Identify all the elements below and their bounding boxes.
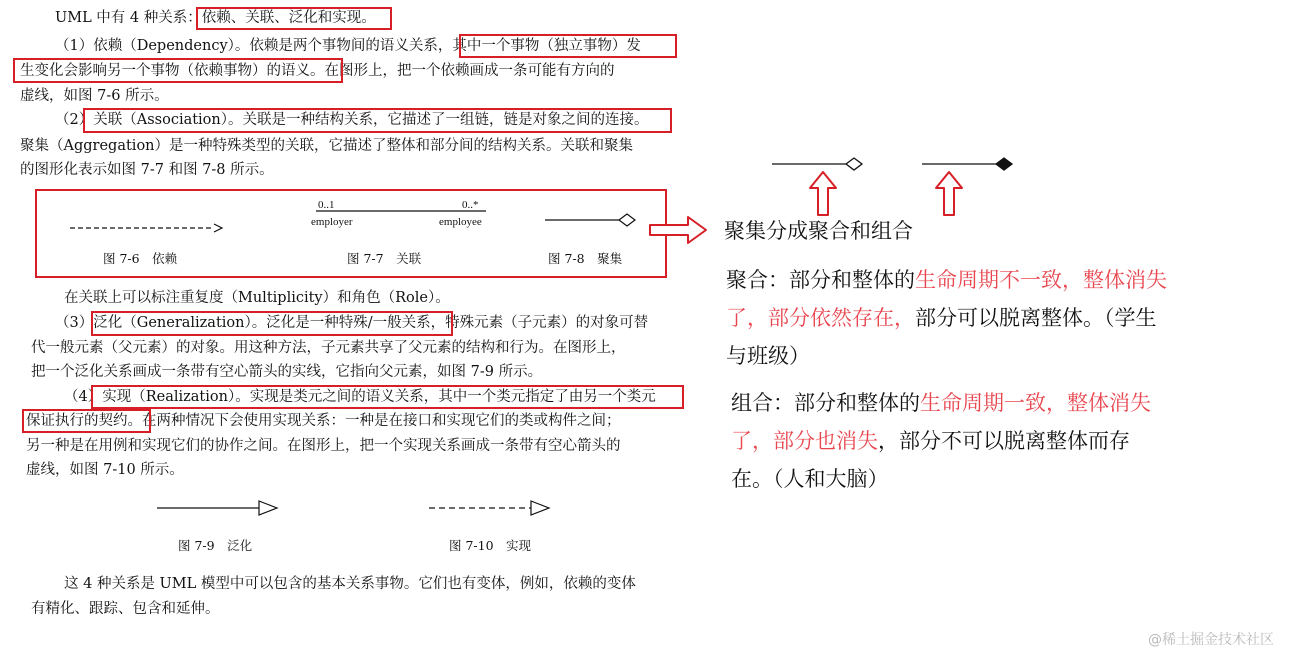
- generalization-figure: [157, 499, 281, 517]
- multiplicity-line: 在关联上可以标注重复度（Multiplicity）和角色（Role）。: [64, 290, 450, 306]
- figure-7-10-caption: 图 7-10 实现: [449, 538, 532, 553]
- figure-7-7-caption: 图 7-7 关联: [347, 251, 422, 266]
- aggregation-note-line-1: [726, 260, 1167, 300]
- figure-7-9-caption: 图 7-9 泛化: [178, 538, 253, 553]
- aggregation-emphasis-2: 了，部分依然存在，: [726, 306, 915, 330]
- multiplicity-left: 0..1: [318, 199, 335, 211]
- dependency-prefix: （1）依赖（Dependency）。依赖是两个事物间的语义关系，: [55, 38, 453, 54]
- composition-emphasis-2: 了，部分也消失: [731, 429, 878, 453]
- association-prefix: （2）: [55, 112, 94, 128]
- composition-note-line-1: [731, 383, 1151, 423]
- highlight-box-realization-b: [22, 409, 151, 433]
- realization-line-3: 另一种是在用例和实现它们的协作之间。在图形上，把一个实现关系画成一条带有空心箭头的: [26, 438, 621, 454]
- aggregation-label: 聚合：部分和整体的: [726, 268, 915, 292]
- aggregation-line-2: 的图形化表示如图 7-7 和图 7-8 所示。: [20, 162, 274, 178]
- generalization-suffix: 特殊元素（子元素）的对象可替: [445, 315, 649, 331]
- generalization-line-3: 把一个泛化关系画成一条带有空心箭头的实线，它指向父元素，如图 7-9 所示。: [31, 364, 543, 380]
- generalization-prefix: （3）: [55, 315, 94, 331]
- closing-line-2: 有精化、跟踪、包含和延伸。: [31, 601, 220, 617]
- composition-emphasis-1: 生命周期一致，整体消失: [920, 391, 1151, 415]
- intro-prefix: UML 中有 4 种关系：: [55, 10, 202, 26]
- generalization-line-2: 代一般元素（父元素）的对象。用这种方法，子元素共享了父元素的结构和行为。在图形上，: [31, 340, 626, 356]
- realization-boxed-b: 保证执行的契约: [26, 413, 128, 429]
- realization-line-4: 虚线，如图 7-10 所示。: [26, 462, 184, 478]
- realization-suffix: 。在两种情况下会使用实现关系：一种是在接口和实现它们的类或构件之间；: [127, 413, 621, 429]
- composition-note-line-3: 在。（人和大脑）: [731, 467, 889, 491]
- aggregation-tail: 部分可以脱离整体。（学生: [915, 306, 1157, 330]
- highlight-box-dependency-a: [459, 34, 677, 58]
- figure-7-6-caption: 图 7-6 依赖: [103, 251, 178, 266]
- role-left: employer: [311, 216, 353, 228]
- realization-prefix: （4）: [64, 389, 103, 405]
- watermark: @稀土掘金技术社区: [1148, 632, 1274, 648]
- role-right: employee: [439, 216, 482, 228]
- closing-line-1: 这 4 种关系是 UML 模型中可以包含的基本关系事物。它们也有变体，例如，依赖的变体: [64, 576, 636, 592]
- association-boxed: 关联（Association）。关联是一种结构关系，它描述了一组链，链是对象之间的连接。: [93, 112, 649, 128]
- figure-7-8-caption: 图 7-8 聚集: [548, 251, 623, 266]
- aggregation-emphasis-1: 生命周期不一致，整体消失: [915, 268, 1167, 292]
- up-arrow-icon: [934, 170, 964, 218]
- composition-label: 组合：部分和整体的: [731, 391, 920, 415]
- highlight-box-realization-a: [91, 385, 684, 409]
- right-arrow-icon: [648, 215, 710, 245]
- highlight-box-generalization: [91, 311, 453, 336]
- highlight-box-intro: [196, 7, 392, 30]
- multiplicity-right: 0..*: [462, 199, 479, 211]
- highlight-box-figures: [35, 189, 667, 278]
- realization-figure: [429, 499, 553, 517]
- composition-note-line-2: [731, 421, 1130, 461]
- notes-heading: 聚集分成聚合和组合: [724, 219, 913, 243]
- composition-tail: ，部分不可以脱离整体而存: [878, 429, 1130, 453]
- dependency-boxed-a: 其中一个事物（独立事物）发: [452, 38, 641, 54]
- aggregation-note-line-2: [726, 298, 1157, 338]
- highlight-box-dependency-b: [13, 58, 343, 83]
- realization-boxed-a: 实现（Realization）。实现是类元之间的语义关系，其中一个类元指定了由另一个类元: [102, 389, 656, 405]
- aggregation-line-1: 聚集（Aggregation）是一种特殊类型的关联，它描述了整体和部分间的结构关系。关联和聚集: [20, 138, 634, 154]
- aggregation-note-line-3: 与班级）: [726, 344, 810, 368]
- intro-boxed-text: 依赖、关联、泛化和实现。: [201, 10, 376, 26]
- dependency-suffix: 。在图形上，把一个依赖画成一条可能有方向的: [310, 63, 615, 79]
- dependency-boxed-b: 生变化会影响另一个事物（依赖事物）的语义: [20, 63, 310, 79]
- highlight-box-association: [83, 108, 672, 133]
- dependency-line-3: 虚线，如图 7-6 所示。: [20, 88, 169, 104]
- generalization-boxed: 泛化（Generalization）。泛化是一种特殊/一般关系，: [93, 315, 446, 331]
